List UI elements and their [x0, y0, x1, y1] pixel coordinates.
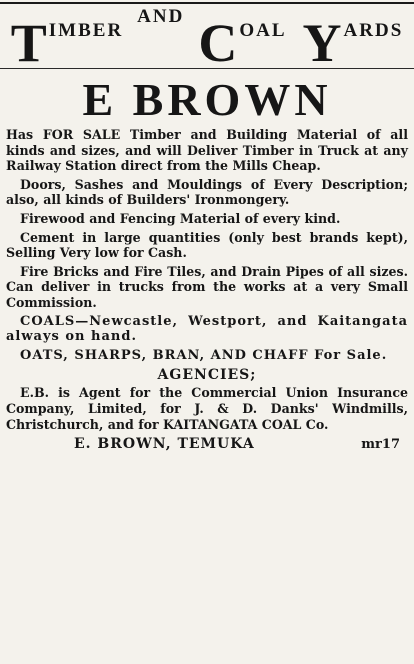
paragraph-firewood: Firewood and Fencing Material of every kind.	[20, 210, 341, 226]
headline-rest-imber: IMBER	[48, 20, 124, 41]
headline	[6, 4, 408, 73]
headline-and: AND	[137, 6, 185, 27]
signature: E. BROWN, TEMUKA	[74, 436, 255, 453]
paragraph-coals: COALS—Newcastle, Westport, and Kaitangata always on hand.	[6, 313, 408, 345]
headline-initial-y: Y	[302, 13, 344, 73]
agencies-heading: AGENCIES;	[157, 367, 257, 384]
reference-code: mr17	[361, 437, 400, 453]
headline-rest-ards: ARDS	[343, 20, 404, 41]
headline-initial-t: T	[10, 13, 49, 73]
paragraph-fire-bricks: Fire Bricks and Fire Tiles, and Drain Pipes of all sizes. Can deliver in trucks from the works at a very Small Commission.	[6, 263, 408, 310]
paragraph-doors: Doors, Sashes and Mouldings of Every Description; also, all kinds of Builders' Ironmongery.	[6, 176, 408, 208]
paragraph-timber: Has FOR SALE Timber and Building Material of all kinds and sizes, and will Deliver Timber in Truck at any Railway Station direct from the Mills Cheap.	[6, 127, 408, 174]
footer	[6, 436, 408, 452]
headline-initial-c: C	[198, 13, 240, 73]
paragraph-oats: OATS, SHARPS, BRAN, AND CHAFF For Sale.	[20, 347, 388, 363]
headline-rest-oal: OAL	[239, 20, 287, 41]
paragraph-agencies: E.B. is Agent for the Commercial Union Insurance Company, Limited, for J. & D. Danks' Windmills, Christchurch, and for KAITANGATA COAL Co.	[6, 385, 408, 432]
headline-word-timber	[10, 13, 124, 73]
paragraph-cement: Cement in large quantities (only best brands kept), Selling Very low for Cash.	[6, 229, 408, 261]
headline-word-yards	[302, 13, 404, 73]
proprietor-name: E BROWN	[82, 74, 332, 125]
headline-word-coal	[198, 13, 287, 73]
